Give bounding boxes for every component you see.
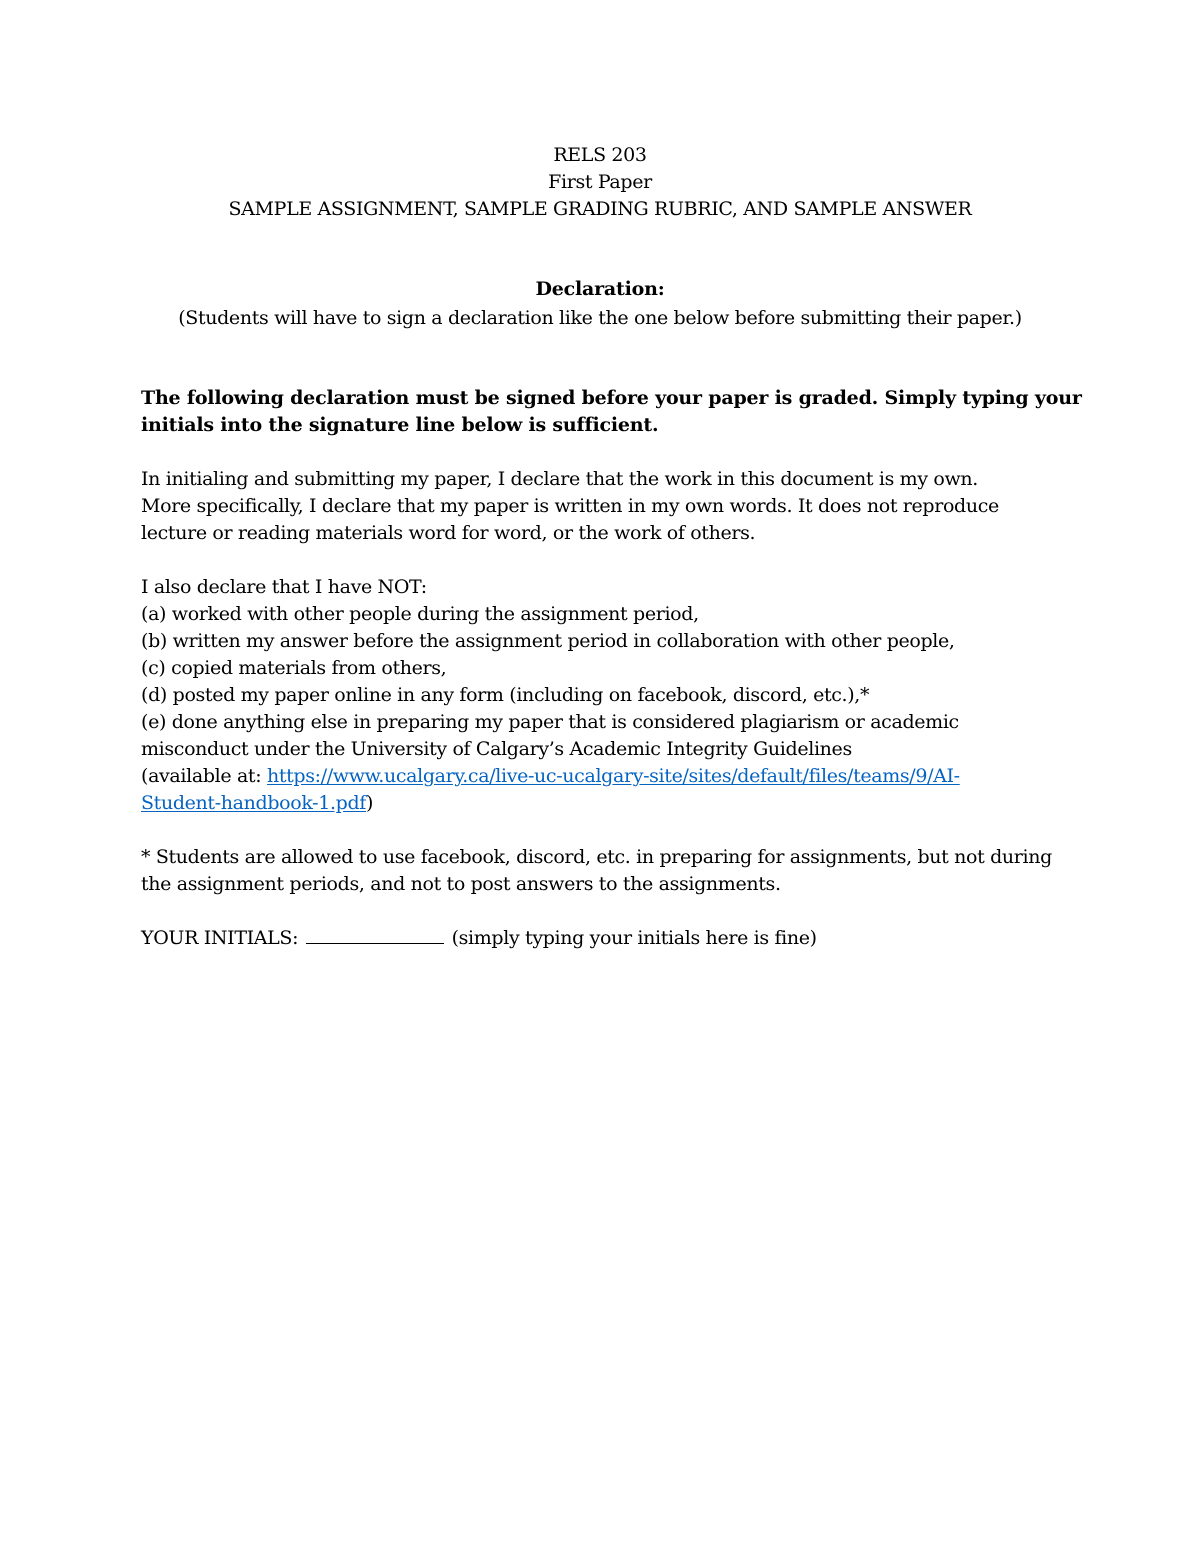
available-prefix: (available at: (141, 765, 267, 787)
declaration-heading: Declaration: (535, 278, 665, 300)
statement-line-3: lecture or reading materials word for word, or the work of others. (141, 522, 756, 544)
guidelines-link-part-2[interactable]: Student-handbook-1.pdf (141, 792, 366, 814)
declaration-note: (Students will have to sign a declaration like the one below before submitting their paper.) (178, 307, 1022, 329)
statement-line-2: More specifically, I declare that my paper is written in my own words. It does not reproduce (141, 495, 999, 517)
not-list-item-e-line-2: misconduct under the University of Calgary’s Academic Integrity Guidelines (141, 738, 852, 760)
instruction-line-1: The following declaration must be signed before your paper is graded. Simply typing your (141, 387, 1082, 409)
guidelines-link-line-2 (141, 790, 373, 817)
available-suffix: ) (365, 792, 374, 814)
document-subtitle: SAMPLE ASSIGNMENT, SAMPLE GRADING RUBRIC, AND SAMPLE ANSWER (228, 198, 972, 220)
not-list-item-b: (b) written my answer before the assignment period in collaboration with other people, (141, 630, 955, 652)
not-list-intro: I also declare that I have NOT: (141, 576, 427, 598)
statement-line-1: In initialing and submitting my paper, I declare that the work in this document is my own. (141, 468, 978, 490)
paper-title: First Paper (548, 171, 652, 193)
not-list-item-e-line-1: (e) done anything else in preparing my paper that is considered plagiarism or academic (141, 711, 959, 733)
initials-label: YOUR INITIALS: (141, 927, 299, 949)
not-list-item-d: (d) posted my paper online in any form (including on facebook, discord, etc.),* (141, 684, 870, 706)
instruction-line-2: initials into the signature line below is sufficient. (141, 414, 659, 436)
initials-signature-line[interactable] (306, 925, 444, 944)
not-list-item-c: (c) copied materials from others, (141, 657, 447, 679)
initials-hint: (simply typing your initials here is fine) (451, 927, 817, 949)
footnote-line-1: * Students are allowed to use facebook, discord, etc. in preparing for assignments, but not during (141, 846, 1052, 868)
guidelines-link-line-1 (141, 763, 960, 790)
guidelines-link-part-1[interactable]: https://www.ucalgary.ca/live-uc-ucalgary-site/sites/default/files/teams/9/AI- (266, 765, 960, 787)
not-list-item-a: (a) worked with other people during the assignment period, (141, 603, 699, 625)
initials-row (141, 925, 817, 952)
course-code: RELS 203 (553, 144, 647, 166)
footnote-line-2: the assignment periods, and not to post answers to the assignments. (141, 873, 781, 895)
